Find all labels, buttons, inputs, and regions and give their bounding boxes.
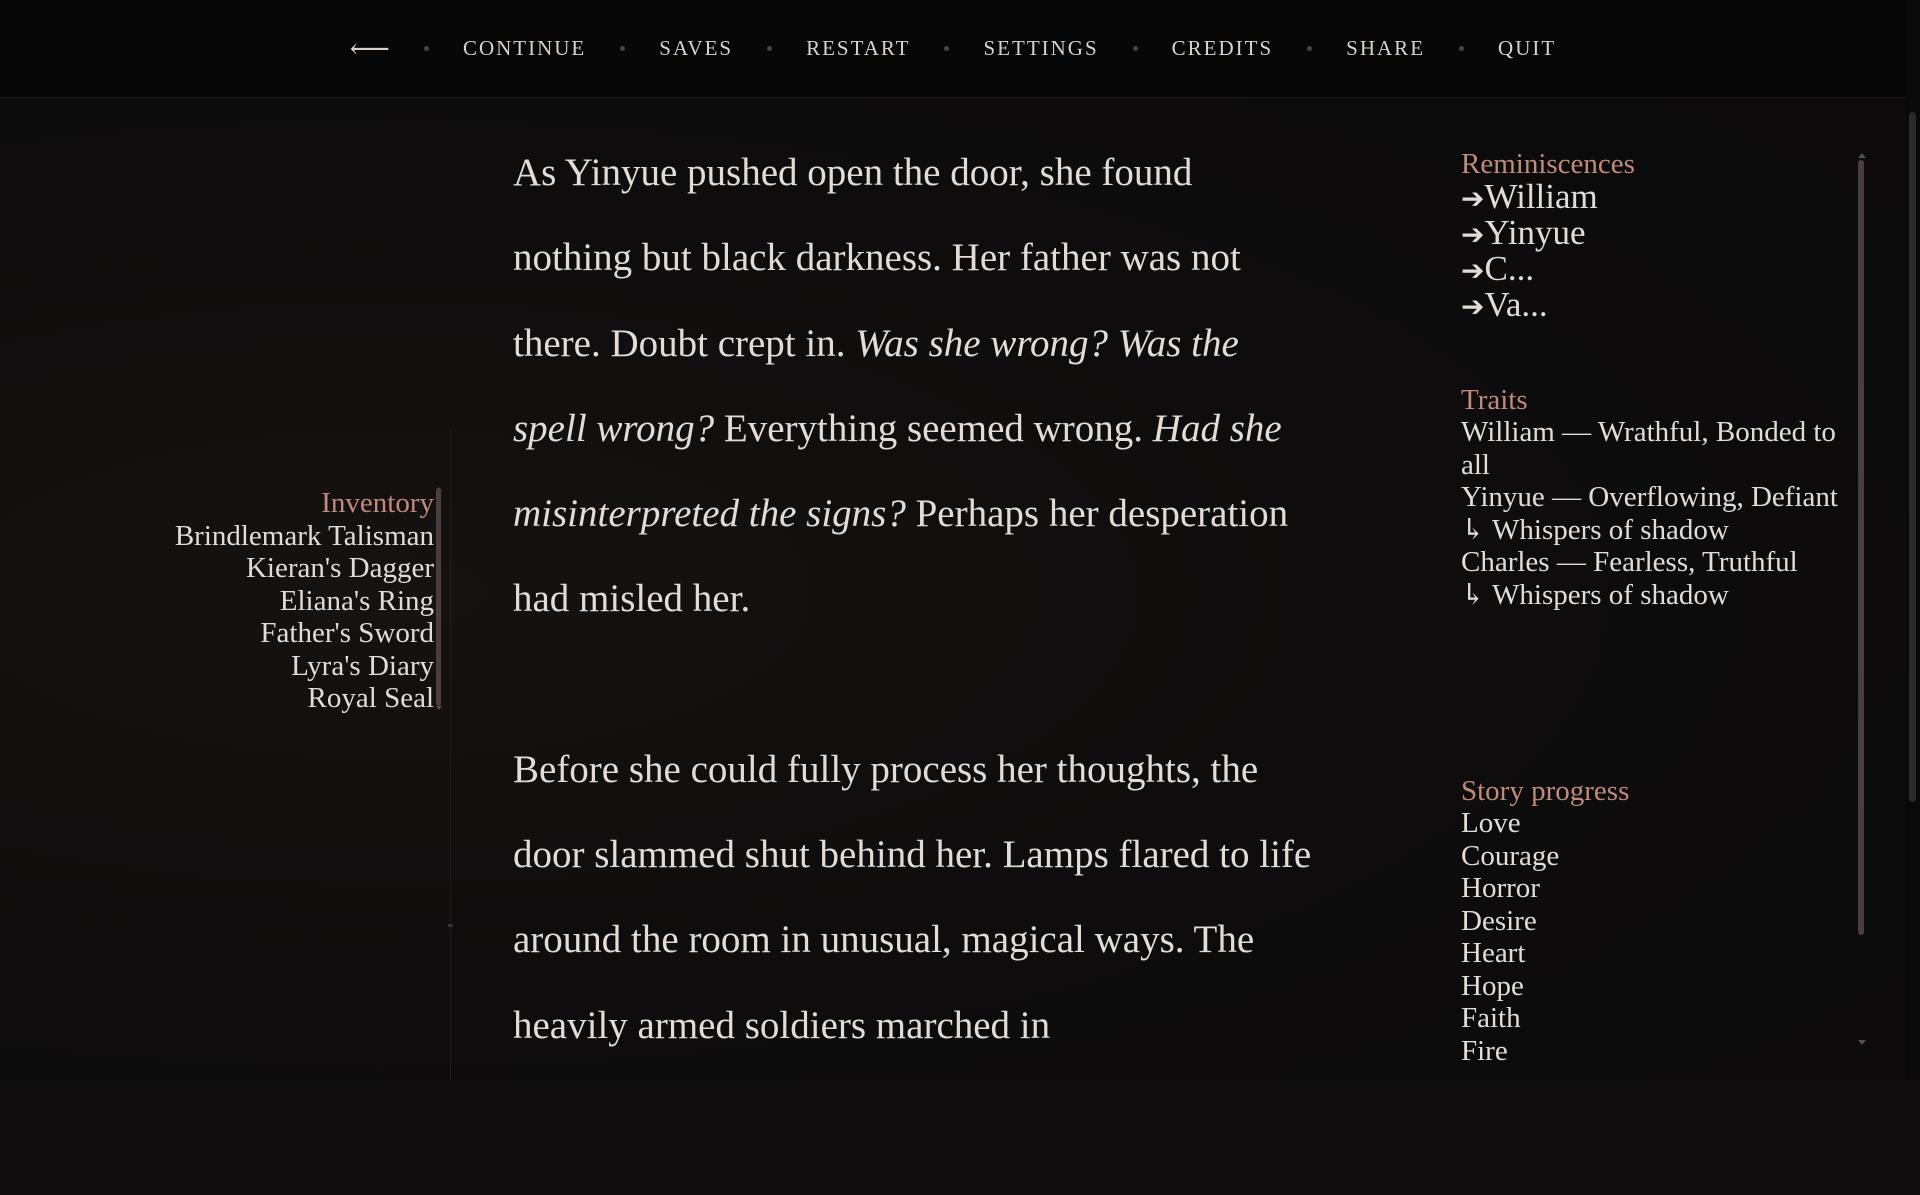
- reminiscence-link-yinyue[interactable]: [1461, 213, 1851, 252]
- nav-separator: [1133, 46, 1138, 51]
- reminiscence-link-c[interactable]: [1461, 249, 1851, 288]
- continue-link[interactable]: CONTINUE: [462, 36, 587, 60]
- progress-item: Faith: [1461, 1002, 1521, 1034]
- sidebar-scroll-up-icon[interactable]: [1858, 153, 1866, 158]
- window-scrollbar-thumb[interactable]: [1909, 112, 1916, 802]
- reminiscence-link-william[interactable]: [1461, 177, 1851, 216]
- arrow-right-icon: ➔: [1461, 218, 1485, 251]
- story-progress-heading: Story progress: [1461, 775, 1630, 807]
- inventory-item: Royal Seal: [307, 682, 434, 714]
- trait-line: ↳ Whispers of shadow: [1461, 578, 1729, 611]
- progress-item: Horror: [1461, 872, 1540, 904]
- traits-heading: Traits: [1461, 384, 1528, 416]
- progress-item: Fire: [1461, 1034, 1508, 1067]
- story-text-span: As Yinyue pushed open the door, she found nothing but black darkness. Her father was not there. Doubt crept in.: [513, 151, 1241, 365]
- reminiscence-link-va[interactable]: [1461, 285, 1851, 324]
- trait-line: William — Wrathful, Bonded to all: [1461, 416, 1836, 481]
- settings-link[interactable]: SETTINGS: [983, 36, 1099, 60]
- nav-separator: [767, 46, 772, 51]
- inventory-item: Lyra's Diary: [291, 649, 434, 682]
- story-text: [513, 130, 1313, 1068]
- divider-marker: [448, 924, 453, 927]
- reminiscences-heading: Reminiscences: [1461, 148, 1635, 180]
- reminiscence-label: C...: [1484, 249, 1535, 288]
- quit-link[interactable]: QUIT: [1498, 36, 1557, 60]
- nav-separator: [1459, 46, 1464, 51]
- reminiscence-label: William: [1484, 177, 1598, 216]
- traits-section: [1461, 384, 1851, 611]
- window-scrollbar[interactable]: [1906, 0, 1920, 1080]
- inventory-scrollbar[interactable]: [436, 488, 441, 706]
- progress-item: Love: [1461, 807, 1521, 839]
- story-text-span: Perhaps her desperation had misled her.: [513, 492, 1289, 621]
- arrow-right-icon: ➔: [1461, 290, 1485, 323]
- nav-separator: [424, 46, 429, 51]
- share-link[interactable]: SHARE: [1346, 36, 1426, 60]
- arrow-right-icon: ➔: [1461, 254, 1485, 287]
- right-sidebar: [1461, 148, 1851, 1067]
- inventory-item: Eliana's Ring: [279, 584, 434, 617]
- sidebar-scrollbar[interactable]: [1858, 160, 1864, 935]
- sidebar-scroll-down-icon[interactable]: [1858, 1040, 1866, 1045]
- progress-item: Desire: [1461, 904, 1537, 937]
- trait-line: Charles — Fearless, Truthful: [1461, 546, 1798, 578]
- story-text-span: Everything seemed wrong.: [714, 406, 1153, 450]
- nav-separator: [620, 46, 625, 51]
- progress-item: Hope: [1461, 969, 1524, 1002]
- inventory-panel: [100, 487, 434, 715]
- reminiscences-section: [1461, 148, 1851, 324]
- story-italic-span: Had she misinterpreted the signs?: [513, 406, 1282, 536]
- inventory-item: Brindlemark Talisman: [174, 519, 434, 552]
- story-paragraph: [513, 130, 1313, 642]
- trait-line: ↳ Whispers of shadow: [1461, 513, 1729, 546]
- saves-link[interactable]: SAVES: [659, 36, 734, 60]
- restart-link[interactable]: RESTART: [806, 36, 911, 60]
- arrow-right-icon: ➔: [1461, 182, 1485, 215]
- column-divider: [450, 430, 451, 1080]
- inventory-item: Kieran's Dagger: [245, 552, 434, 584]
- story-italic-span: Was she wrong? Was the spell wrong?: [513, 321, 1239, 450]
- inventory-scroll-down-icon[interactable]: [436, 706, 442, 710]
- progress-item: Courage: [1461, 839, 1560, 872]
- story-progress-section: [1461, 775, 1851, 1195]
- nav-separator: [1307, 46, 1312, 51]
- inventory-heading: Inventory: [321, 487, 434, 519]
- story-paragraph: Before she could fully process her thoughts, the door slammed shut behind her. Lamps flared to life around the room in unusual, magical ways. The heavily armed soldiers marched in: [513, 747, 1312, 1047]
- inventory-item: Father's Sword: [260, 617, 434, 649]
- trait-line: Yinyue — Overflowing, Defiant: [1461, 481, 1838, 513]
- main-menu: [350, 32, 1556, 66]
- top-nav-bar: [0, 0, 1906, 98]
- reminiscence-label: Yinyue: [1484, 213, 1586, 252]
- back-arrow-icon[interactable]: ⟵: [349, 33, 390, 65]
- progress-item: Heart: [1461, 937, 1526, 969]
- reminiscence-label: Va...: [1484, 285, 1548, 324]
- credits-link[interactable]: CREDITS: [1171, 36, 1274, 60]
- nav-separator: [944, 46, 949, 51]
